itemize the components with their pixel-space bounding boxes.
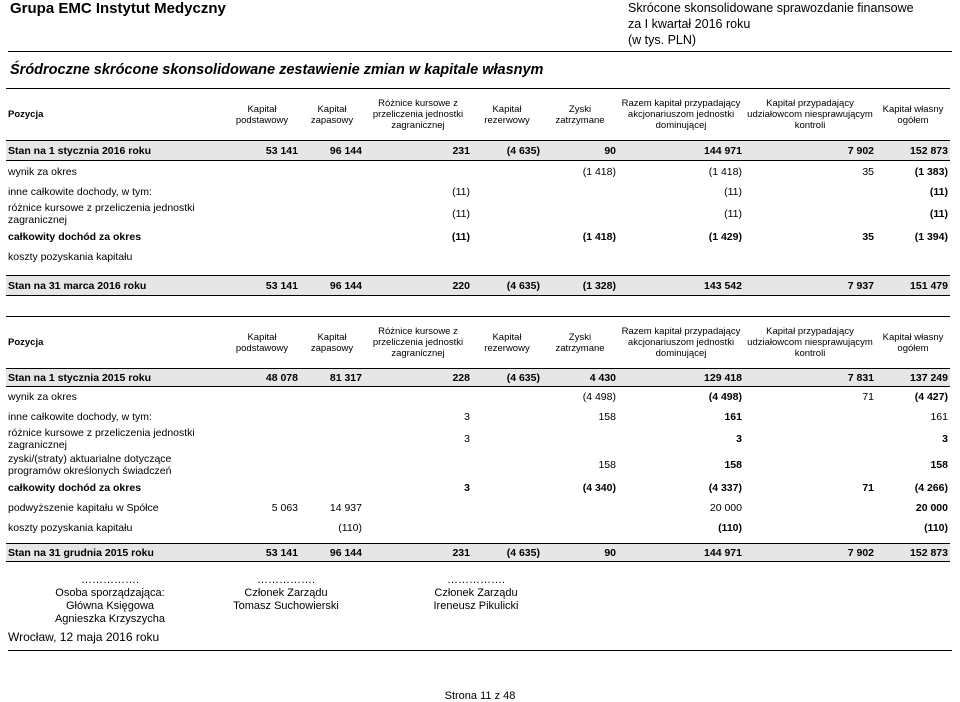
- cell: 144 971: [618, 544, 744, 562]
- cell: 129 418: [618, 369, 744, 387]
- cell: [472, 183, 542, 201]
- report-line-3: (w tys. PLN): [628, 33, 697, 47]
- cell: (1 418): [582, 230, 616, 243]
- cell: 5 063: [271, 501, 298, 514]
- cell: [472, 478, 542, 498]
- cell: (11): [929, 185, 948, 198]
- cell: [300, 407, 364, 427]
- signature-person: Tomasz Suchowierski: [233, 600, 339, 612]
- cell: 7 902: [744, 544, 876, 562]
- cell: [224, 452, 300, 478]
- signature-dots: …………….: [256, 574, 316, 586]
- page-title: Śródroczne skrócone skonsolidowane zestawienie zmian w kapitale własnym: [10, 62, 544, 78]
- cell: [744, 407, 876, 427]
- table2-header: Kapitał własny ogółem: [876, 317, 950, 369]
- spacer-row: [6, 267, 950, 276]
- cell: [876, 247, 950, 267]
- cell: [224, 427, 300, 452]
- cell: 96 144: [300, 141, 364, 161]
- cell: 228: [364, 369, 472, 387]
- cell: 158: [930, 458, 948, 471]
- header-divider: [8, 51, 952, 52]
- cell: (110): [338, 521, 362, 534]
- cell: [472, 387, 542, 407]
- table1-header: Kapitał przypadający udziałowcom niesprawującym kontroli: [744, 89, 876, 141]
- cell: (110): [924, 521, 948, 534]
- cell: [300, 183, 364, 201]
- row-label: inne całkowite dochody, w tym:: [8, 410, 152, 423]
- table1-header: Kapitał podstawowy: [224, 89, 300, 141]
- cell: [472, 452, 542, 478]
- table2-header: Razem kapitał przypadający akcjonariuszom jednostki dominującej: [618, 317, 744, 369]
- table-row: [6, 227, 950, 247]
- cell: [300, 478, 364, 498]
- table-row: [6, 452, 950, 478]
- cell: 71: [862, 390, 874, 403]
- place-and-date: Wrocław, 12 maja 2016 roku: [8, 630, 160, 644]
- cell: 7 937: [744, 276, 876, 296]
- cell: 71: [862, 481, 874, 494]
- table-row: [6, 478, 950, 498]
- cell: (11): [929, 207, 948, 220]
- cell: [744, 427, 876, 452]
- table2-header: Kapitał rezerwowy: [472, 317, 542, 369]
- cell: [224, 407, 300, 427]
- cell: (4 635): [472, 141, 542, 161]
- table-row: [6, 161, 950, 183]
- cell: (4 427): [914, 390, 948, 403]
- cell: [744, 518, 876, 538]
- cell: 152 873: [876, 141, 950, 161]
- cell: 231: [364, 141, 472, 161]
- cell: (4 635): [472, 369, 542, 387]
- table-row: [6, 544, 950, 562]
- signature-role: Osoba sporządzająca:: [55, 587, 165, 599]
- cell: [224, 387, 300, 407]
- table-row: [6, 201, 950, 227]
- cell: [364, 452, 472, 478]
- cell: [542, 201, 618, 227]
- row-label: wynik za okres: [8, 165, 77, 178]
- cell: [364, 247, 472, 267]
- row-label: całkowity dochód za okres: [8, 230, 142, 243]
- cell: (4 340): [582, 481, 616, 494]
- signature-block-preparer: [30, 574, 190, 626]
- equity-table-2016: [6, 88, 950, 296]
- cell: (4 635): [472, 276, 542, 296]
- cell: [618, 247, 744, 267]
- row-label: koszty pozyskania kapitału: [8, 521, 133, 534]
- report-line-1: Skrócone skonsolidowane sprawozdanie finansowe: [628, 1, 914, 15]
- table-row: [6, 141, 950, 161]
- cell: 4 430: [542, 369, 618, 387]
- row-label: podwyższenie kapitału w Spółce: [8, 501, 159, 514]
- footer-divider: [8, 650, 952, 651]
- signature-role: Członek Zarządu: [244, 587, 328, 599]
- row-label: zyski/(straty) aktuarialne dotyczące programów określonych świadczeń: [8, 452, 172, 477]
- equity-table-2015: [6, 316, 950, 562]
- cell: [472, 227, 542, 247]
- cell: [542, 518, 618, 538]
- cell: 158: [724, 458, 742, 471]
- cell: (4 337): [708, 481, 742, 494]
- cell: (1 328): [542, 276, 618, 296]
- table2-header: Kapitał przypadający udziałowcom niesprawującym kontroli: [744, 317, 876, 369]
- cell: 14 937: [329, 501, 362, 514]
- table1-header-row: [6, 89, 950, 141]
- cell: [472, 427, 542, 452]
- cell: (4 498): [582, 390, 616, 403]
- cell: 144 971: [618, 141, 744, 161]
- cell: 96 144: [300, 276, 364, 296]
- cell: [300, 387, 364, 407]
- cell: 35: [862, 165, 874, 178]
- row-label: różnice kursowe z przeliczenia jednostki zagranicznej: [8, 201, 195, 226]
- cell: [472, 518, 542, 538]
- cell: 53 141: [224, 276, 300, 296]
- signature-person: Ireneusz Pikulicki: [433, 600, 519, 612]
- cell: (11): [451, 230, 470, 243]
- table1-header: Pozycja: [6, 89, 224, 141]
- cell: 3: [464, 433, 470, 445]
- cell: [224, 227, 300, 247]
- table2-header: Pozycja: [6, 317, 224, 369]
- table2-header: Kapitał zapasowy: [300, 317, 364, 369]
- cell: 152 873: [876, 544, 950, 562]
- cell: [224, 247, 300, 267]
- company-name: Grupa EMC Instytut Medyczny: [10, 0, 226, 17]
- cell: [744, 498, 876, 518]
- row-label: Stan na 31 marca 2016 roku: [6, 276, 224, 296]
- cell: [300, 201, 364, 227]
- cell: [224, 518, 300, 538]
- table1-header: Różnice kursowe z przeliczenia jednostki zagranicznej: [364, 89, 472, 141]
- cell: 137 249: [876, 369, 950, 387]
- cell: [472, 498, 542, 518]
- table1-header: Kapitał własny ogółem: [876, 89, 950, 141]
- table-row: [6, 407, 950, 427]
- cell: [472, 407, 542, 427]
- cell: [364, 518, 472, 538]
- row-label: Stan na 1 stycznia 2015 roku: [6, 369, 224, 387]
- cell: [224, 161, 300, 183]
- cell: [300, 247, 364, 267]
- cell: [472, 161, 542, 183]
- table-row: [6, 387, 950, 407]
- cell: 3: [736, 433, 742, 445]
- cell: [542, 427, 618, 452]
- cell: 7 902: [744, 141, 876, 161]
- cell: [300, 227, 364, 247]
- cell: 53 141: [224, 544, 300, 562]
- table1-header: Razem kapitał przypadający akcjonariuszom jednostki dominującej: [618, 89, 744, 141]
- row-label: całkowity dochód za okres: [8, 481, 142, 494]
- cell: (4 635): [472, 544, 542, 562]
- row-label: Stan na 31 grudnia 2015 roku: [6, 544, 224, 562]
- cell: [542, 498, 618, 518]
- table1-header: Zyski zatrzymane: [542, 89, 618, 141]
- cell: [300, 427, 364, 452]
- cell: (11): [452, 185, 470, 198]
- cell: 35: [862, 230, 874, 243]
- cell: 7 831: [744, 369, 876, 387]
- cell: 48 078: [224, 369, 300, 387]
- row-label: koszty pozyskania kapitału: [8, 250, 133, 263]
- cell: 90: [542, 141, 618, 161]
- cell: (11): [724, 207, 742, 220]
- table2-header: Kapitał podstawowy: [224, 317, 300, 369]
- cell: 53 141: [224, 141, 300, 161]
- cell: [542, 247, 618, 267]
- cell: [364, 161, 472, 183]
- table-row: [6, 183, 950, 201]
- cell: 143 542: [618, 276, 744, 296]
- table-row: [6, 247, 950, 267]
- cell: (1 429): [708, 230, 742, 243]
- signature-dots: …………….: [446, 574, 506, 586]
- cell: 20 000: [709, 501, 742, 514]
- signature-block-board-member-1: [206, 574, 366, 613]
- cell: 220: [364, 276, 472, 296]
- row-label: różnice kursowe z przeliczenia jednostki zagranicznej: [8, 427, 195, 451]
- table-row: [6, 427, 950, 452]
- table-row: [6, 276, 950, 296]
- cell: 3: [464, 410, 470, 423]
- page-number: Strona 11 z 48: [444, 690, 516, 702]
- cell: [744, 183, 876, 201]
- cell: [300, 452, 364, 478]
- cell: (1 383): [914, 165, 948, 178]
- report-title-block: [628, 0, 914, 48]
- cell: [364, 498, 472, 518]
- cell: 231: [364, 544, 472, 562]
- cell: (1 394): [914, 230, 948, 243]
- row-label: wynik za okres: [8, 390, 77, 403]
- cell: [472, 201, 542, 227]
- cell: (1 418): [708, 165, 742, 178]
- cell: (11): [452, 207, 470, 220]
- report-line-2: za I kwartał 2016 roku: [628, 17, 751, 31]
- table-row: [6, 369, 950, 387]
- cell: 3: [464, 481, 470, 494]
- cell: [744, 247, 876, 267]
- cell: [472, 247, 542, 267]
- signature-title: Główna Księgowa: [65, 600, 155, 612]
- table2-header: Zyski zatrzymane: [542, 317, 618, 369]
- cell: 161: [724, 410, 742, 423]
- cell: [224, 201, 300, 227]
- table2-header: Różnice kursowe z przeliczenia jednostki zagranicznej: [364, 317, 472, 369]
- cell: (4 266): [914, 481, 948, 494]
- cell: 161: [930, 410, 948, 423]
- cell: [364, 387, 472, 407]
- signature-dots: …………….: [80, 574, 140, 586]
- cell: (11): [724, 185, 742, 198]
- cell: (110): [718, 521, 742, 534]
- cell: 96 144: [300, 544, 364, 562]
- table-row: [6, 498, 950, 518]
- cell: [300, 161, 364, 183]
- cell: 81 317: [300, 369, 364, 387]
- cell: 90: [542, 544, 618, 562]
- cell: [542, 183, 618, 201]
- signature-person: Agnieszka Krzyszycha: [54, 613, 166, 625]
- cell: 158: [598, 410, 616, 423]
- signature-role: Członek Zarządu: [434, 587, 518, 599]
- signature-block-board-member-2: [396, 574, 556, 613]
- cell: [224, 478, 300, 498]
- table1-header: Kapitał zapasowy: [300, 89, 364, 141]
- cell: [224, 183, 300, 201]
- table1-header: Kapitał rezerwowy: [472, 89, 542, 141]
- row-label: Stan na 1 stycznia 2016 roku: [6, 141, 224, 161]
- cell: (1 418): [582, 165, 616, 178]
- cell: (4 498): [708, 390, 742, 403]
- table2-header-row: [6, 317, 950, 369]
- cell: 20 000: [915, 501, 948, 514]
- row-label: inne całkowite dochody, w tym:: [8, 185, 152, 198]
- cell: [744, 452, 876, 478]
- cell: 158: [598, 458, 616, 471]
- table-row: [6, 518, 950, 538]
- cell: 3: [942, 433, 948, 445]
- cell: 151 479: [876, 276, 950, 296]
- cell: [744, 201, 876, 227]
